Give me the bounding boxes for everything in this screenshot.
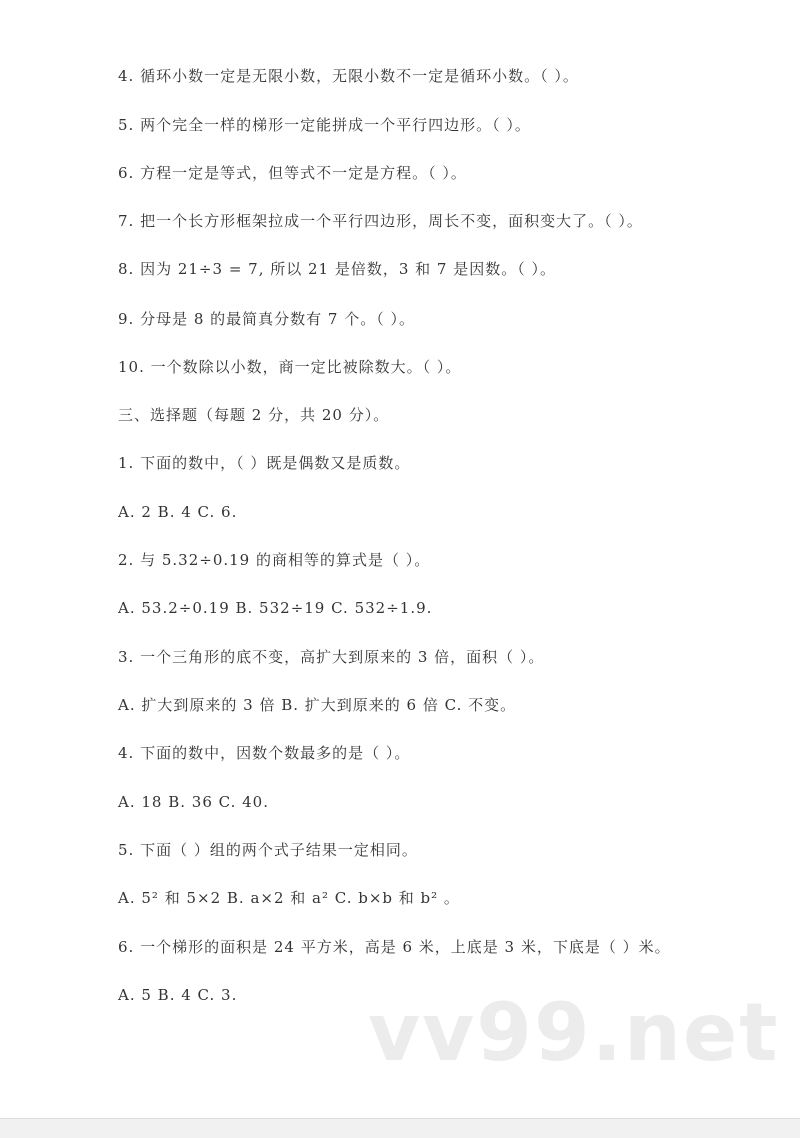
question-tf-10: 10. 一个数除以小数，商一定比被除数大。（ ）。: [118, 358, 462, 376]
question-tf-6: 6. 方程一定是等式，但等式不一定是方程。（ ）。: [118, 164, 467, 182]
question-tf-5: 5. 两个完全一样的梯形一定能拼成一个平行四边形。（ ）。: [118, 116, 531, 134]
viewer-bottom-bar: [0, 1118, 800, 1138]
question-tf-9: 9. 分母是 8 的最简真分数有 7 个。（ ）。: [118, 310, 416, 328]
options-choice-2: A. 53.2÷0.19 B. 532÷19 C. 532÷1.9.: [118, 599, 433, 617]
question-tf-8: 8. 因为 21÷3 = 7, 所以 21 是倍数，3 和 7 是因数。（ ）。: [118, 260, 557, 278]
options-choice-4: A. 18 B. 36 C. 40.: [118, 793, 269, 811]
options-choice-6: A. 5 B. 4 C. 3.: [118, 986, 238, 1004]
section-heading-choice: 三、选择题（每题 2 分，共 20 分）。: [118, 406, 390, 424]
question-choice-3: 3. 一个三角形的底不变，高扩大到原来的 3 倍，面积（ ）。: [118, 648, 545, 666]
question-choice-4: 4. 下面的数中，因数个数最多的是（ ）。: [118, 744, 411, 762]
question-choice-6: 6. 一个梯形的面积是 24 平方米，高是 6 米，上底是 3 米，下底是（ ）米。: [118, 938, 671, 956]
question-choice-5: 5. 下面（ ）组的两个式子结果一定相同。: [118, 841, 418, 859]
question-tf-4: 4. 循环小数一定是无限小数，无限小数不一定是循环小数。（ ）。: [118, 67, 579, 85]
question-tf-7: 7. 把一个长方形框架拉成一个平行四边形，周长不变，面积变大了。（ ）。: [118, 212, 643, 230]
options-choice-5: A. 5² 和 5×2 B. a×2 和 a² C. b×b 和 b² 。: [118, 889, 460, 907]
question-choice-2: 2. 与 5.32÷0.19 的商相等的算式是（ ）。: [118, 551, 431, 569]
question-choice-1: 1. 下面的数中，（ ）既是偶数又是质数。: [118, 454, 411, 472]
watermark-text: vv99.net: [368, 986, 780, 1079]
options-choice-1: A. 2 B. 4 C. 6.: [118, 503, 238, 521]
options-choice-3: A. 扩大到原来的 3 倍 B. 扩大到原来的 6 倍 C. 不变。: [118, 696, 517, 714]
